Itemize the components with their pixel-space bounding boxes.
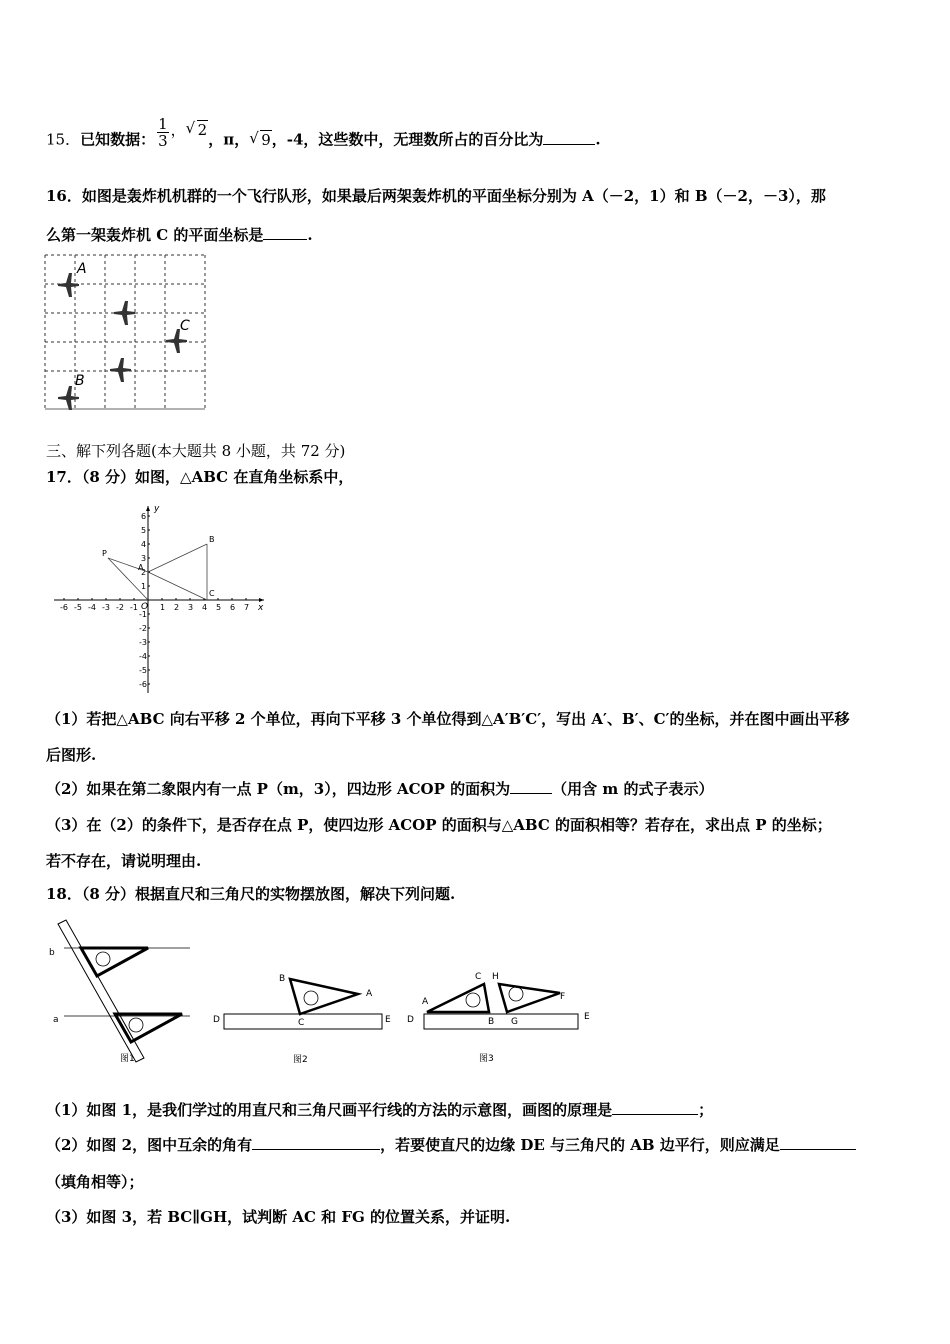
q18-p2-blank1[interactable]	[252, 1135, 380, 1150]
q17-head: 17．（8 分）如图，△ABC 在直角坐标系中，	[46, 468, 354, 486]
section-3-title: 三、解下列各题(本大题共 8 小题，共 72 分)	[46, 442, 346, 460]
y-tick-label: -6	[139, 680, 147, 689]
q15-sqrt2-value: 2	[197, 120, 208, 139]
y-tick-label: 2	[141, 568, 147, 577]
q15-sqrt2	[186, 120, 209, 140]
y-tick-label: 6	[141, 512, 147, 521]
q16-line1: 16．如图是轰炸机机群的一个飞行队形，如果最后两架轰炸机的平面坐标分别为 A（－2，1）和 B（－2，－3），那	[46, 187, 826, 205]
fig1-label-a: a	[53, 1015, 59, 1025]
q16-line2	[46, 225, 313, 245]
x-tick-label: -5	[74, 603, 82, 612]
q18-p2-mid: ，若要使直尺的边缘 DE 与三角尺的 AB 边平行，则应满足	[380, 1136, 780, 1154]
fig16-label-b: B	[75, 373, 85, 389]
fig2-label-e: E	[385, 1015, 391, 1025]
fig3-label-f: F	[560, 992, 566, 1002]
graph-origin: O	[141, 602, 149, 612]
x-tick-label: -2	[116, 603, 124, 612]
q18-figures	[44, 918, 604, 1070]
fig3-caption: 图3	[479, 1054, 494, 1064]
q17-p2	[46, 779, 713, 799]
y-tick-label: 1	[141, 582, 147, 591]
fig1-label-b: b	[49, 948, 55, 958]
y-tick-label: -5	[139, 666, 147, 675]
q15-number: 15．	[46, 130, 81, 149]
q15-sqrt9	[249, 130, 272, 150]
q18-p2-line2: （填角相等）；	[46, 1173, 144, 1191]
q17-p3-line1: （3）在（2）的条件下，是否存在点 P，使四边形 ACOP 的面积与△ABC 的面积相等？若存在，求出点 P 的坐标；	[46, 816, 832, 834]
q15-frac-den: 3	[158, 132, 168, 150]
q18-p1-blank[interactable]	[612, 1100, 698, 1115]
fig2-label-c: C	[298, 1018, 305, 1028]
q18-p1	[46, 1100, 713, 1120]
graph-label-p: P	[102, 549, 107, 558]
x-tick-label: 6	[230, 603, 236, 612]
fig3-label-b: B	[488, 1017, 495, 1027]
graph-y-label: y	[154, 504, 160, 514]
x-tick-label: 2	[174, 603, 180, 612]
y-tick-label: 3	[141, 554, 147, 563]
fig2-caption: 图2	[293, 1055, 308, 1065]
y-tick-label: -4	[139, 652, 147, 661]
fig3-label-e: E	[584, 1012, 590, 1022]
y-tick-label: 5	[141, 526, 147, 535]
fig3-ruler-and-triangles	[424, 984, 578, 1029]
q18-p2-text: （2）如图 2，图中互余的角有	[46, 1136, 253, 1154]
x-tick-label: 5	[216, 603, 222, 612]
fig3-label-a: A	[422, 997, 429, 1007]
q17-p2-blank[interactable]	[510, 779, 552, 794]
fig1-caption: 图1	[120, 1054, 135, 1064]
q17-p3-line2: 若不存在，请说明理由.	[46, 852, 202, 870]
q15-comma2: ，π，	[208, 130, 250, 149]
q17-coordinate-graph	[50, 500, 270, 696]
fig3-label-d: D	[407, 1015, 414, 1025]
q18-p3: （3）如图 3，若 BC∥GH，试判断 AC 和 FG 的位置关系，并证明.	[46, 1208, 511, 1226]
q15-sqrt9-value: 9	[261, 130, 271, 149]
y-tick-label: -2	[139, 624, 147, 633]
x-tick-label: 1	[160, 603, 166, 612]
q18-p1-end: ；	[698, 1101, 714, 1119]
q15-comma1: ，	[170, 120, 186, 139]
q18-head: 18．（8 分）根据直尺和三角尺的实物摆放图，解决下列问题.	[46, 885, 456, 903]
x-tick-label: 7	[244, 603, 250, 612]
q16-end: .	[307, 226, 313, 244]
y-tick-label: -3	[139, 638, 147, 647]
q15-prefix: 已知数据：	[80, 130, 156, 149]
q18-p2	[46, 1135, 856, 1155]
question-15	[46, 115, 601, 157]
q15-fraction	[157, 116, 169, 149]
q16-line2-text: 么第一架轰炸机 C 的平面坐标是	[46, 226, 264, 244]
q16-answer-blank[interactable]	[263, 225, 307, 240]
graph-label-b: B	[209, 535, 215, 544]
q18-p2-blank2[interactable]	[780, 1135, 856, 1150]
q17-p1-line1: （1）若把△ABC 向右平移 2 个单位，再向下平移 3 个单位得到△A′B′C′，写出 A′、B′、C′的坐标，并在图中画出平移	[46, 710, 850, 728]
y-tick-label: -1	[139, 610, 147, 619]
x-tick-label: -4	[88, 603, 96, 612]
fig16-label-a: A	[77, 261, 87, 277]
y-tick-label: 4	[141, 540, 147, 549]
x-tick-label: -1	[130, 603, 138, 612]
graph-label-a: A	[138, 563, 144, 572]
q16-formation-figure	[44, 254, 208, 414]
plane-icon	[110, 358, 131, 382]
q15-answer-blank[interactable]	[543, 130, 595, 145]
q18-p1-text: （1）如图 1，是我们学过的用直尺和三角尺画平行线的方法的示意图，画图的原理是	[46, 1101, 613, 1119]
fig2-label-d: D	[213, 1015, 220, 1025]
fig3-label-c: C	[475, 972, 482, 982]
plane-icon	[114, 301, 135, 325]
q17-p2-text: （2）如果在第二象限内有一点 P（m，3），四边形 ACOP 的面积为	[46, 780, 511, 798]
x-tick-label: 4	[202, 603, 208, 612]
fig2-label-a: A	[366, 989, 373, 999]
plane-icon	[58, 386, 79, 410]
fig3-label-g: G	[511, 1017, 518, 1027]
fig16-label-c: C	[180, 318, 190, 334]
x-tick-label: -3	[102, 603, 110, 612]
fig3-label-h: H	[492, 972, 499, 982]
q15-suffix: ，-4，这些数中，无理数所占的百分比为	[271, 130, 544, 149]
x-tick-label: -6	[60, 603, 68, 612]
fig1-ruler-and-triangles	[58, 920, 190, 1062]
graph-label-c: C	[209, 589, 215, 598]
x-tick-label: 3	[188, 603, 194, 612]
q15-end: .	[595, 130, 601, 149]
q17-p1-line2: 后图形.	[46, 746, 97, 764]
q15-frac-num: 1	[158, 115, 168, 133]
fig2-label-b: B	[279, 974, 286, 984]
q17-p2-tail: （用含 m 的式子表示）	[552, 780, 714, 798]
graph-x-label: x	[258, 603, 264, 613]
plane-icon	[58, 273, 79, 297]
